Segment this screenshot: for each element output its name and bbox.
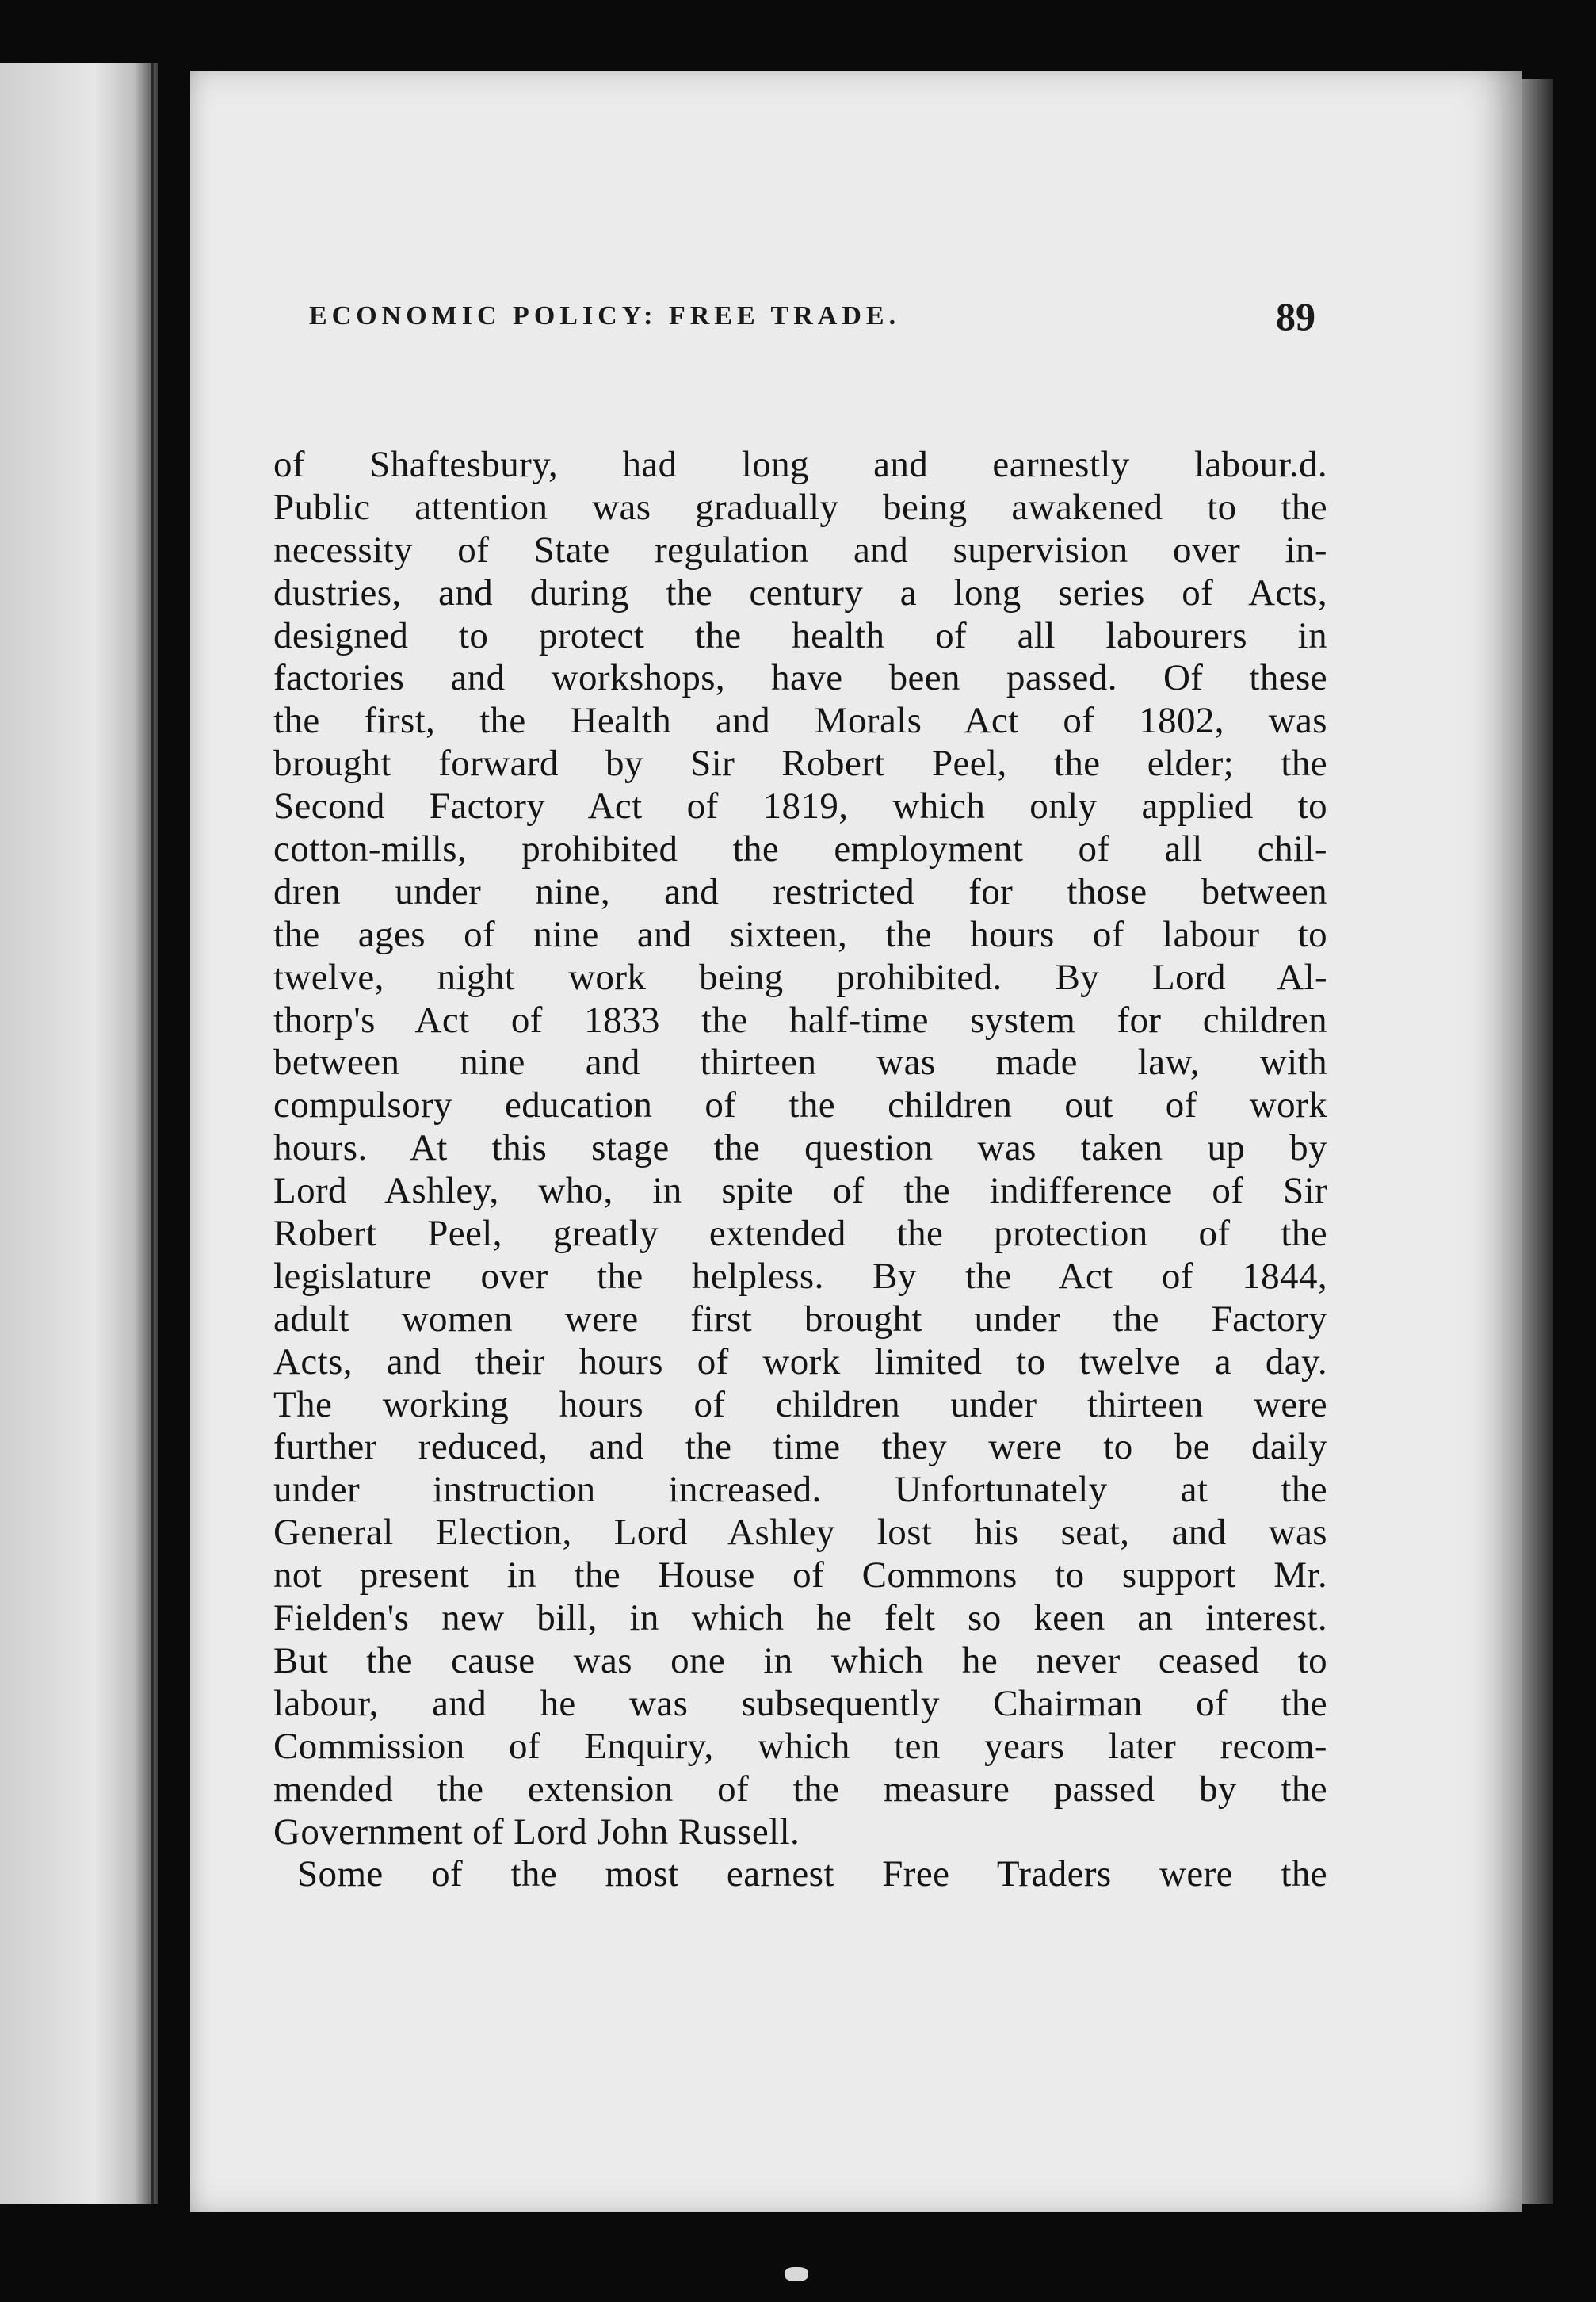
- text-line: General Election, Lord Ashley lost his seat, and was: [273, 1512, 1327, 1554]
- text-line: further reduced, and the time they were to be daily: [273, 1426, 1327, 1468]
- text-line: Second Factory Act of 1819, which only applied to: [273, 786, 1327, 828]
- text-line: brought forward by Sir Robert Peel, the elder; the: [273, 743, 1327, 785]
- text-line: factories and workshops, have been passed. Of these: [273, 657, 1327, 699]
- text-line: Public attention was gradually being awakened to the: [273, 486, 1327, 528]
- text-line: But the cause was one in which he never ceased to: [273, 1639, 1327, 1681]
- text-line: compulsory education of the children out of work: [273, 1084, 1327, 1126]
- text-line: the first, the Health and Morals Act of 1802, was: [273, 700, 1327, 742]
- text-line: the ages of nine and sixteen, the hours of labour to: [273, 913, 1327, 955]
- text-line: cotton-mills, prohibited the employment of all chil-: [273, 828, 1327, 870]
- text-line: Fielden's new bill, in which he felt so keen an interest.: [273, 1597, 1327, 1639]
- running-title: ECONOMIC POLICY: FREE TRADE.: [309, 301, 901, 331]
- facing-page-edge: [0, 63, 158, 2204]
- text-line: not present in the House of Commons to support Mr.: [273, 1554, 1327, 1596]
- text-line: The working hours of children under thirteen were: [273, 1383, 1327, 1425]
- page-number: 89: [1276, 294, 1315, 338]
- text-line: between nine and thirteen was made law, with: [273, 1042, 1327, 1084]
- text-line: thorp's Act of 1833 the half-time system for children: [273, 999, 1327, 1041]
- text-line: adult women were first brought under the Factory: [273, 1298, 1327, 1340]
- text-line: twelve, night work being prohibited. By Lord Al-: [273, 956, 1327, 998]
- text-line: Commission of Enquiry, which ten years later recom-: [273, 1725, 1327, 1767]
- text-line: dustries, and during the century a long series of Acts,: [273, 572, 1327, 614]
- text-line: necessity of State regulation and supervision over in-: [273, 529, 1327, 571]
- running-head: [309, 293, 1315, 349]
- text-line: hours. At this stage the question was taken up by: [273, 1127, 1327, 1169]
- text-line: under instruction increased. Unfortunately at the: [273, 1469, 1327, 1511]
- text-line: Robert Peel, greatly extended the protection of the: [273, 1213, 1327, 1255]
- text-line: mended the extension of the measure passed by the: [273, 1768, 1327, 1810]
- text-line: Government of Lord John Russell.: [273, 1811, 800, 1853]
- text-line: labour, and he was subsequently Chairman of the: [273, 1682, 1327, 1724]
- scan-artifact: [785, 2267, 808, 2281]
- text-line: of Shaftesbury, had long and earnestly labour.d.: [273, 444, 1327, 485]
- text-line: Acts, and their hours of work limited to twelve a day.: [273, 1340, 1327, 1382]
- text-line: legislature over the helpless. By the Act of 1844,: [273, 1255, 1327, 1297]
- text-line: dren under nine, and restricted for those between: [273, 870, 1327, 912]
- text-line: Some of the most earnest Free Traders were the: [297, 1853, 1327, 1895]
- text-line: Lord Ashley, who, in spite of the indifference of Sir: [273, 1170, 1327, 1212]
- body-text: [273, 444, 1327, 1896]
- text-line: designed to protect the health of all labourers in: [273, 614, 1327, 656]
- page-edge-shadow: [1522, 79, 1553, 2204]
